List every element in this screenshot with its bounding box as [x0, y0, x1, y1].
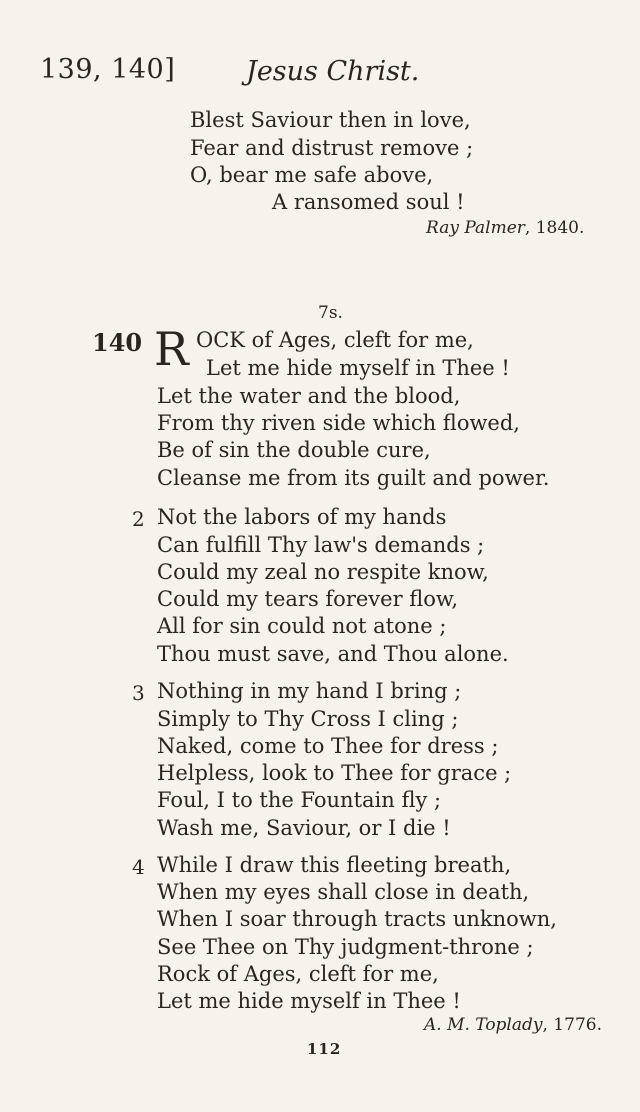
hymn139-credit — [426, 218, 584, 238]
verse2-line-6: Thou must save, and Thou alone. — [157, 642, 509, 666]
verse2-line-1: Not the labors of my hands — [157, 505, 447, 529]
verse3-number: 3 — [132, 681, 145, 705]
hymn140-year: , 1776. — [542, 1015, 602, 1035]
verse4-line-6: Let me hide myself in Thee ! — [157, 989, 461, 1013]
verse2-line-4: Could my tears forever flow, — [157, 587, 459, 611]
page-title: Jesus Christ. — [246, 56, 420, 87]
hymn139-author: Ray Palmer — [426, 218, 525, 238]
hymn140-credit — [424, 1015, 602, 1035]
verse3-line-3: Naked, come to Thee for dress ; — [157, 734, 499, 758]
hymn-range: 139, 140] — [40, 54, 176, 85]
verse1-line-6: Cleanse me from its guilt and power. — [157, 466, 550, 490]
hymn139-line-4: A ransomed soul ! — [272, 190, 465, 214]
hymn139-line-3: O, bear me safe above, — [190, 163, 434, 187]
verse2-number: 2 — [132, 507, 145, 531]
hymn140-author: A. M. Toplady — [424, 1015, 543, 1035]
verse2-line-3: Could my zeal no respite know, — [157, 560, 489, 584]
page-number: 112 — [307, 1040, 342, 1058]
verse1-line-2: Let me hide myself in Thee ! — [206, 356, 510, 380]
hymn139-line-2: Fear and distrust remove ; — [190, 136, 474, 160]
verse1-line-4: From thy riven side which flowed, — [157, 411, 520, 435]
verse2-line-2: Can fulfill Thy law's demands ; — [157, 533, 485, 557]
hymn140-dropcap: R — [154, 322, 189, 376]
verse3-line-4: Helpless, look to Thee for grace ; — [157, 761, 512, 785]
verse4-line-1: While I draw this fleeting breath, — [157, 853, 512, 877]
verse3-line-6: Wash me, Saviour, or I die ! — [157, 816, 451, 840]
hymn139-year: , 1840. — [524, 218, 585, 238]
hymn140-meter: 7s. — [318, 303, 343, 323]
verse4-number: 4 — [132, 855, 145, 879]
verse4-line-3: When I soar through tracts unknown, — [157, 907, 557, 931]
verse1-line-5: Be of sin the double cure, — [157, 438, 431, 462]
verse4-line-4: See Thee on Thy judgment-throne ; — [157, 935, 534, 959]
verse4-line-2: When my eyes shall close in death, — [157, 880, 530, 904]
verse1-line-1: OCK of Ages, cleft for me, — [196, 328, 474, 352]
hymn139-line-1: Blest Saviour then in love, — [190, 108, 471, 132]
hymn140-number: 140 — [92, 328, 143, 357]
verse3-line-5: Foul, I to the Fountain fly ; — [157, 788, 442, 812]
verse4-line-5: Rock of Ages, cleft for me, — [157, 962, 439, 986]
verse1-line-3: Let the water and the blood, — [157, 384, 461, 408]
verse3-line-2: Simply to Thy Cross I cling ; — [157, 707, 459, 731]
verse3-line-1: Nothing in my hand I bring ; — [157, 679, 462, 703]
verse2-line-5: All for sin could not atone ; — [157, 614, 447, 638]
